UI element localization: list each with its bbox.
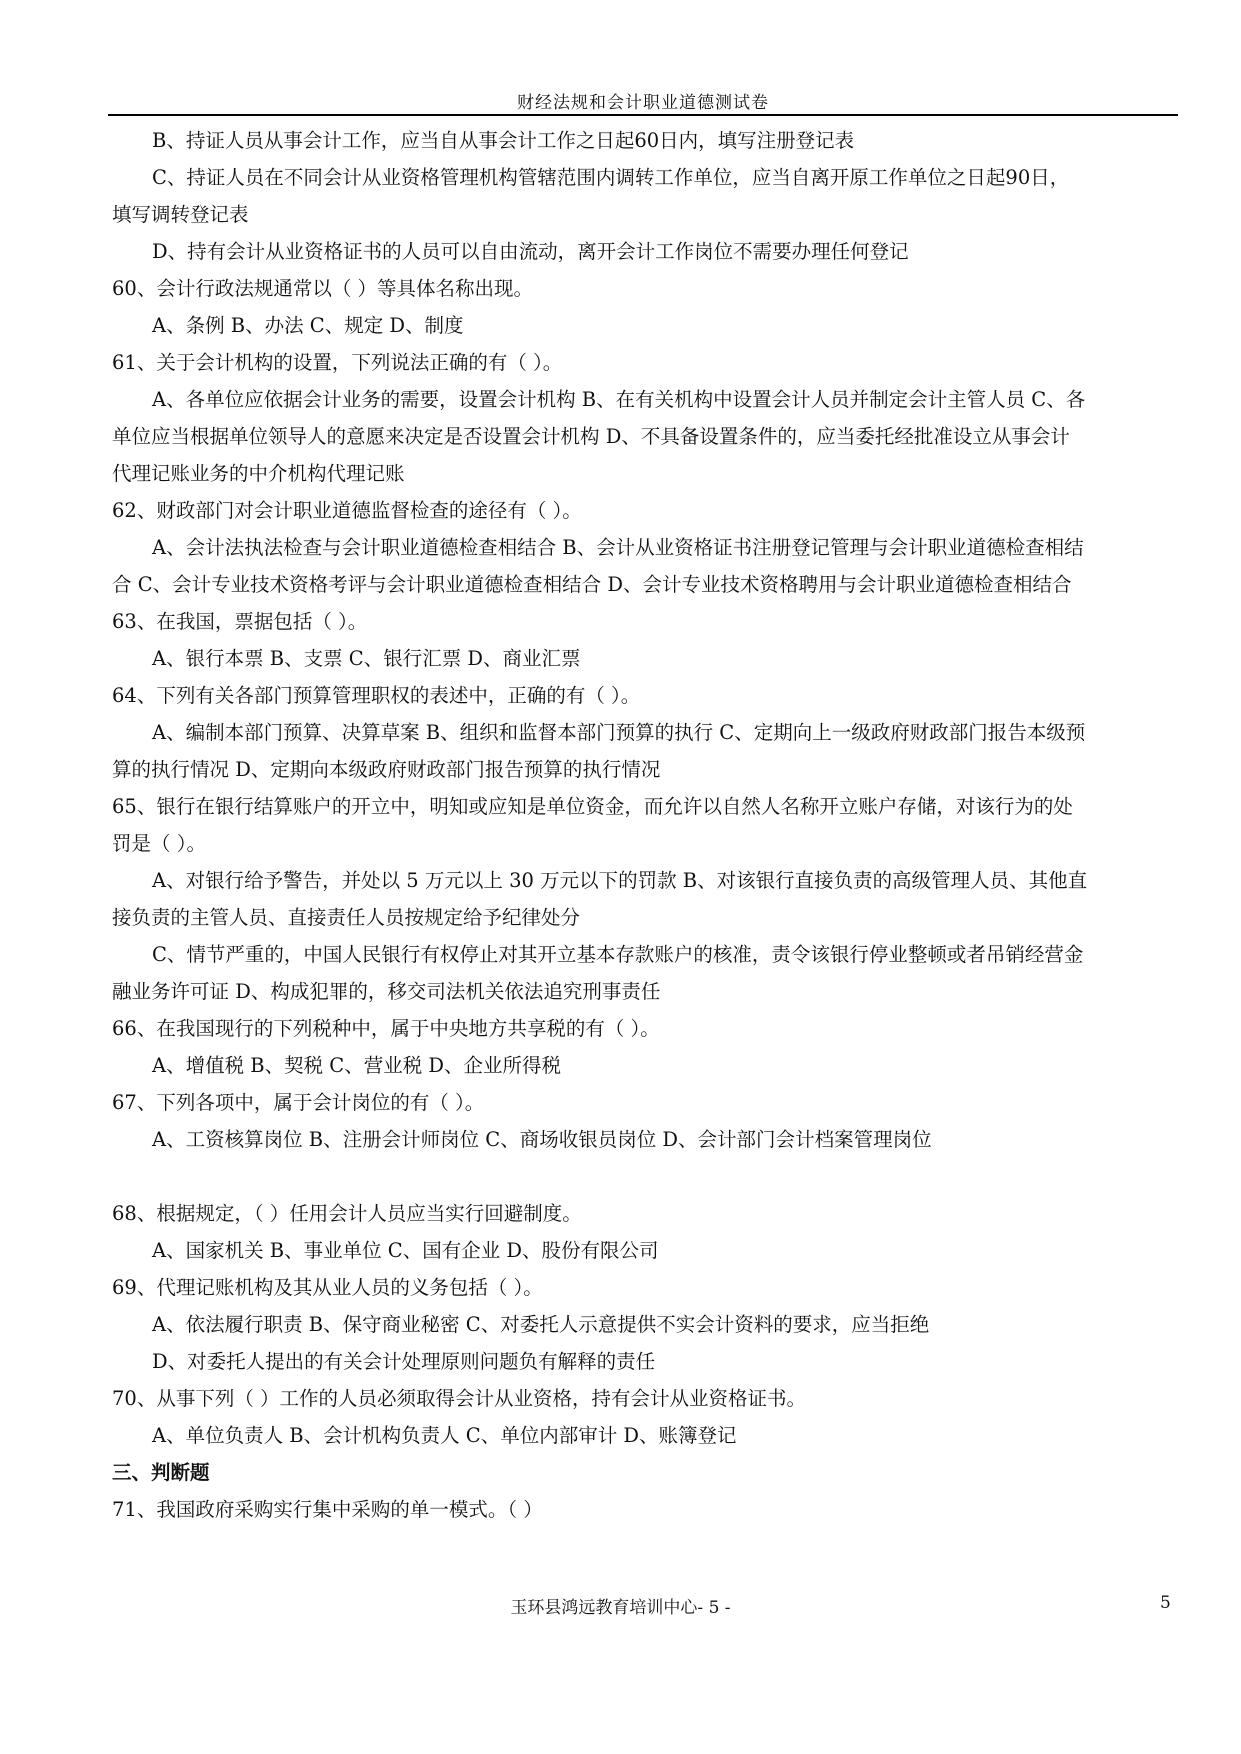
question-line: 68、根据规定，（ ）任用会计人员应当实行回避制度。 <box>112 1202 582 1225</box>
options-line: A、增值税 B、契税 C、营业税 D、企业所得税 <box>152 1054 562 1077</box>
text-line: 算的执行情况 D、定期向本级政府财政部门报告预算的执行情况 <box>112 758 661 781</box>
text-line: 接负责的主管人员、直接责任人员按规定给予纪律处分 <box>112 906 581 929</box>
options-line: A、条例 B、办法 C、规定 D、制度 <box>152 314 464 337</box>
options-line: A、对银行给予警告，并处以 5 万元以上 30 万元以下的罚款 B、对该银行直接负责的高级管理人员、其他直 <box>152 869 1088 892</box>
text-line: C、持证人员在不同会计从业资格管理机构管辖范围内调转工作单位，应当自离开原工作单位之日起90日， <box>152 166 1070 189</box>
options-line: A、编制本部门预算、决算草案 B、组织和监督本部门预算的执行 C、定期向上一级政府财政部门报告本级预 <box>152 721 1086 744</box>
document-body <box>112 122 1176 1528</box>
options-line: A、依法履行职责 B、保守商业秘密 C、对委托人示意提供不实会计资料的要求，应当拒绝 <box>152 1313 930 1336</box>
question-line: 61、关于会计机构的设置，下列说法正确的有（ ）。 <box>112 351 563 374</box>
options-line: C、情节严重的，中国人民银行有权停止对其开立基本存款账户的核准，责令该银行停业整顿或者吊销经营金 <box>152 943 1084 966</box>
text-line: 单位应当根据单位领导人的意愿来决定是否设置会计机构 D、不具备设置条件的，应当委托经批准设立从事会计 <box>112 425 1070 448</box>
options-line: A、国家机关 B、事业单位 C、国有企业 D、股份有限公司 <box>152 1239 659 1262</box>
question-line: 70、从事下列（ ）工作的人员必须取得会计从业资格，持有会计从业资格证书。 <box>112 1387 807 1410</box>
question-line: 62、财政部门对会计职业道德监督检查的途径有（ ）。 <box>112 499 582 522</box>
options-line: D、对委托人提出的有关会计处理原则问题负有解释的责任 <box>152 1350 656 1373</box>
header-rule <box>108 114 1178 116</box>
question-line: 69、代理记账机构及其从业人员的义务包括（ ）。 <box>112 1276 543 1299</box>
text-line: 填写调转登记表 <box>112 203 249 226</box>
page-footer-text: 玉环县鸿远教育培训中心- 5 - <box>510 1598 731 1618</box>
options-line: A、银行本票 B、支票 C、银行汇票 D、商业汇票 <box>152 647 581 670</box>
text-line: 融业务许可证 D、构成犯罪的，移交司法机关依法追究刑事责任 <box>112 980 661 1003</box>
options-line: A、工资核算岗位 B、注册会计师岗位 C、商场收银员岗位 D、会计部门会计档案管理岗位 <box>152 1128 932 1151</box>
options-line: A、各单位应依据会计业务的需要，设置会计机构 B、在有关机构中设置会计人员并制定会计主管人员 C、各 <box>152 388 1086 411</box>
text-line: 合 C、会计专业技术资格考评与会计职业道德检查相结合 D、会计专业技术资格聘用与会计职业道德检查相结合 <box>112 573 1072 596</box>
options-line: A、单位负责人 B、会计机构负责人 C、单位内部审计 D、账簿登记 <box>152 1424 737 1447</box>
question-line: 65、银行在银行结算账户的开立中，明知或应知是单位资金，而允许以自然人名称开立账户存储，对该行为的处 <box>112 795 1073 818</box>
question-line: 60、会计行政法规通常以（ ）等具体名称出现。 <box>112 277 534 300</box>
blank-line <box>112 1158 1176 1195</box>
text-line: 代理记账业务的中介机构代理记账 <box>112 462 405 485</box>
question-line: 67、下列各项中，属于会计岗位的有（ ）。 <box>112 1091 485 1114</box>
question-line: 63、在我国，票据包括（ ）。 <box>112 610 368 633</box>
page-header-title: 财经法规和会计职业道德测试卷 <box>517 93 769 113</box>
text-line: B、持证人员从事会计工作，应当自从事会计工作之日起60日内，填写注册登记表 <box>152 129 855 152</box>
text-line: 罚是（ ）。 <box>112 832 206 855</box>
question-line: 64、下列有关各部门预算管理职权的表述中，正确的有（ ）。 <box>112 684 641 707</box>
section-heading: 三、判断题 <box>112 1461 210 1484</box>
question-line: 71、我国政府采购实行集中采购的单一模式。（ ） <box>112 1498 543 1521</box>
question-line: 66、在我国现行的下列税种中，属于中央地方共享税的有（ ）。 <box>112 1017 660 1040</box>
options-line: A、会计法执法检查与会计职业道德检查相结合 B、会计从业资格证书注册登记管理与会计职业道德检查相结 <box>152 536 1084 559</box>
text-line: D、持有会计从业资格证书的人员可以自由流动，离开会计工作岗位不需要办理任何登记 <box>152 240 909 263</box>
page-number: 5 <box>1160 1593 1171 1613</box>
